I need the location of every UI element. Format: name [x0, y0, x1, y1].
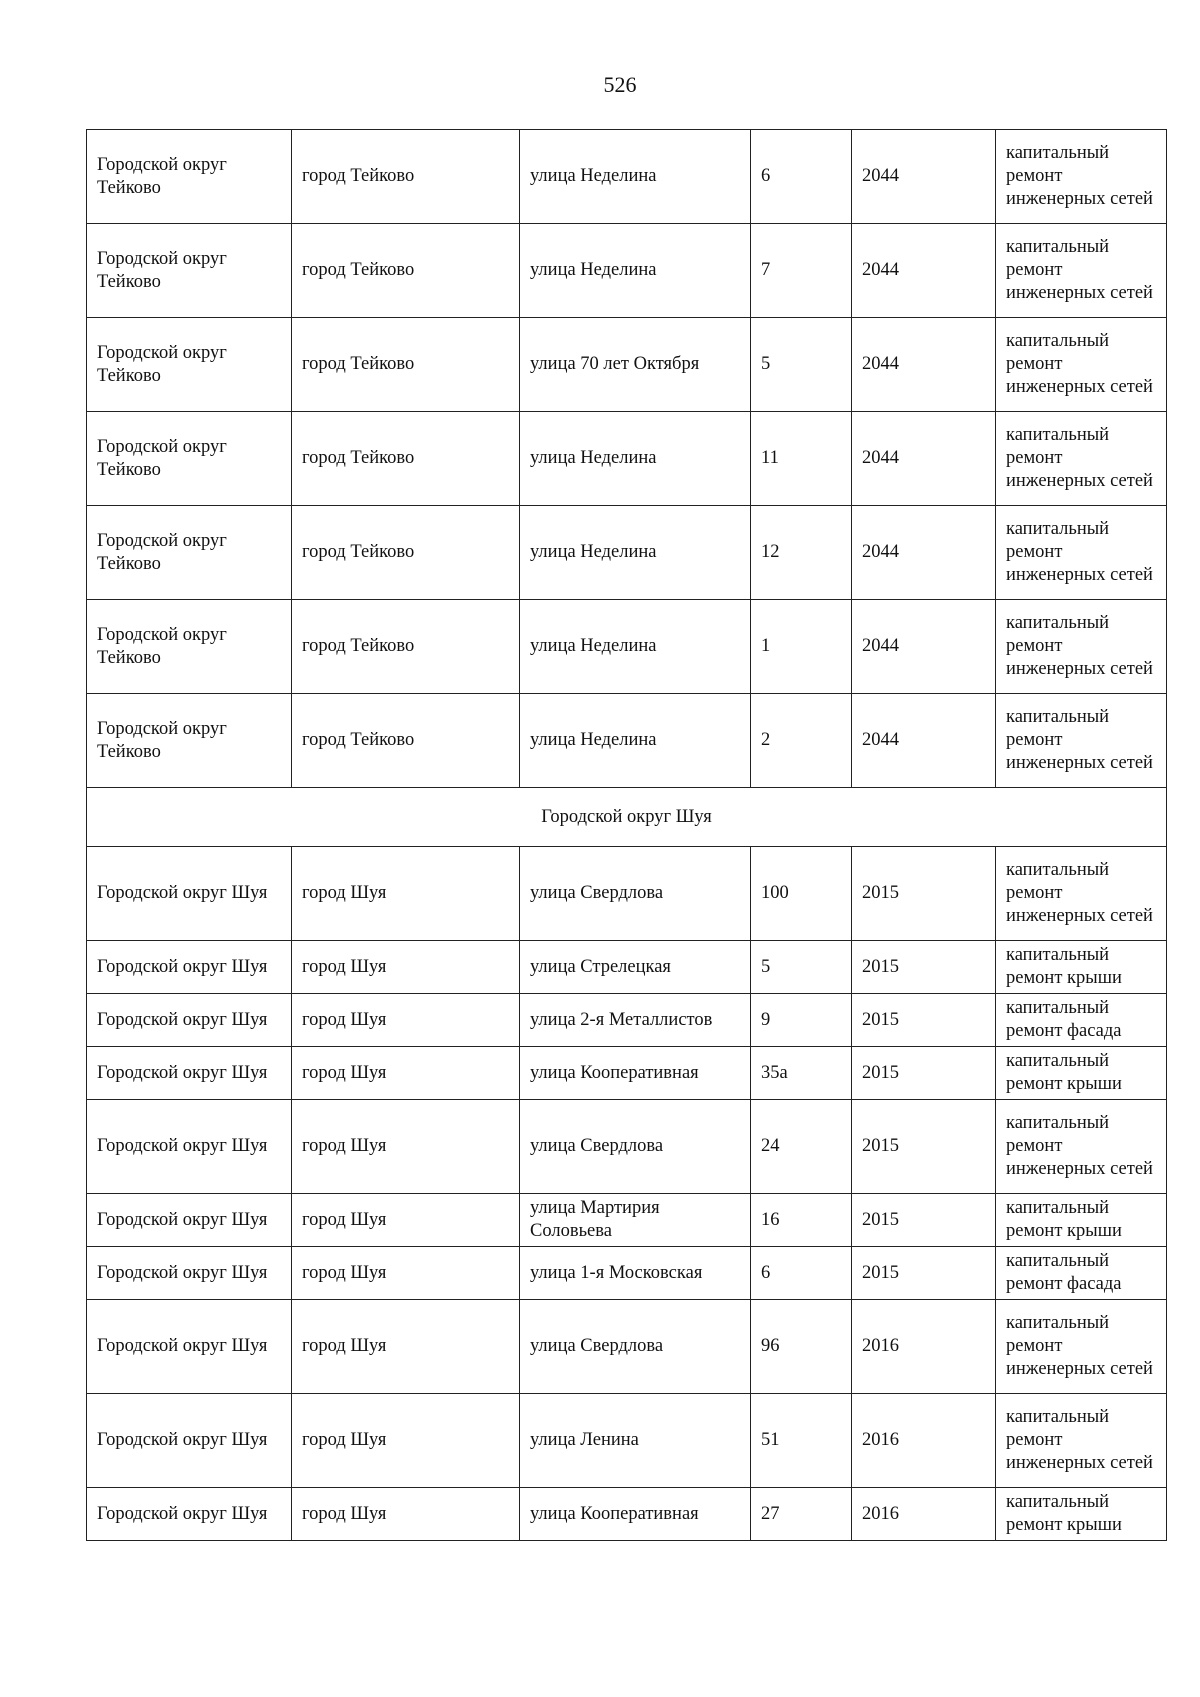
city-cell: город Шуя	[292, 1194, 520, 1247]
street-cell: улица Неделина	[520, 694, 751, 788]
street-cell: улица 2-я Металлистов	[520, 994, 751, 1047]
table-row	[87, 1047, 1167, 1100]
street-cell: улица Кооперативная	[520, 1047, 751, 1100]
work-type-cell: капитальный ремонт инженерных сетей	[996, 847, 1167, 941]
repair-schedule-table	[86, 129, 1167, 1541]
street-cell: улица Неделина	[520, 600, 751, 694]
street-cell: улица Стрелецкая	[520, 941, 751, 994]
house-number-cell: 1	[751, 600, 852, 694]
house-number-cell: 12	[751, 506, 852, 600]
work-type-cell: капитальный ремонт инженерных сетей	[996, 600, 1167, 694]
year-cell: 2044	[852, 224, 996, 318]
year-cell: 2015	[852, 994, 996, 1047]
year-cell: 2044	[852, 412, 996, 506]
year-cell: 2044	[852, 506, 996, 600]
year-cell: 2016	[852, 1394, 996, 1488]
work-type-cell: капитальный ремонт крыши	[996, 941, 1167, 994]
table-row	[87, 130, 1167, 224]
work-type-cell: капитальный ремонт инженерных сетей	[996, 224, 1167, 318]
city-cell: город Тейково	[292, 412, 520, 506]
table-row	[87, 600, 1167, 694]
city-cell: город Шуя	[292, 1394, 520, 1488]
house-number-cell: 5	[751, 318, 852, 412]
district-cell: Городской округ Тейково	[87, 600, 292, 694]
page-number: 526	[603, 72, 637, 97]
year-cell: 2016	[852, 1488, 996, 1541]
work-type-cell: капитальный ремонт инженерных сетей	[996, 1100, 1167, 1194]
year-cell: 2044	[852, 600, 996, 694]
table-row	[87, 506, 1167, 600]
district-cell: Городской округ Шуя	[87, 1047, 292, 1100]
street-cell: улица Ленина	[520, 1394, 751, 1488]
house-number-cell: 16	[751, 1194, 852, 1247]
district-cell: Городской округ Шуя	[87, 994, 292, 1047]
district-cell: Городской округ Шуя	[87, 1394, 292, 1488]
district-cell: Городской округ Шуя	[87, 1488, 292, 1541]
year-cell: 2015	[852, 941, 996, 994]
work-type-cell: капитальный ремонт фасада	[996, 994, 1167, 1047]
work-type-cell: капитальный ремонт инженерных сетей	[996, 1394, 1167, 1488]
year-cell: 2044	[852, 318, 996, 412]
house-number-cell: 100	[751, 847, 852, 941]
city-cell: город Шуя	[292, 1100, 520, 1194]
city-cell: город Тейково	[292, 224, 520, 318]
street-cell: улица Свердлова	[520, 847, 751, 941]
year-cell: 2015	[852, 1247, 996, 1300]
street-cell: улица 70 лет Октября	[520, 318, 751, 412]
district-cell: Городской округ Тейково	[87, 412, 292, 506]
house-number-cell: 24	[751, 1100, 852, 1194]
district-cell: Городской округ Тейково	[87, 130, 292, 224]
city-cell: город Шуя	[292, 941, 520, 994]
district-cell: Городской округ Тейково	[87, 506, 292, 600]
city-cell: город Шуя	[292, 847, 520, 941]
table-row	[87, 224, 1167, 318]
city-cell: город Тейково	[292, 694, 520, 788]
work-type-cell: капитальный ремонт крыши	[996, 1194, 1167, 1247]
street-cell: улица Неделина	[520, 130, 751, 224]
house-number-cell: 11	[751, 412, 852, 506]
section-title: Городской округ Шуя	[87, 788, 1167, 847]
table-row	[87, 847, 1167, 941]
table-row	[87, 318, 1167, 412]
city-cell: город Шуя	[292, 1047, 520, 1100]
district-cell: Городской округ Шуя	[87, 1300, 292, 1394]
year-cell: 2044	[852, 130, 996, 224]
house-number-cell: 2	[751, 694, 852, 788]
district-cell: Городской округ Шуя	[87, 941, 292, 994]
table-row	[87, 941, 1167, 994]
district-cell: Городской округ Шуя	[87, 1247, 292, 1300]
work-type-cell: капитальный ремонт инженерных сетей	[996, 412, 1167, 506]
work-type-cell: капитальный ремонт крыши	[996, 1047, 1167, 1100]
year-cell: 2016	[852, 1300, 996, 1394]
year-cell: 2015	[852, 847, 996, 941]
work-type-cell: капитальный ремонт инженерных сетей	[996, 506, 1167, 600]
table-row	[87, 1488, 1167, 1541]
work-type-cell: капитальный ремонт крыши	[996, 1488, 1167, 1541]
table-row	[87, 1100, 1167, 1194]
district-cell: Городской округ Шуя	[87, 1100, 292, 1194]
house-number-cell: 9	[751, 994, 852, 1047]
street-cell: улица Свердлова	[520, 1300, 751, 1394]
street-cell: улица Свердлова	[520, 1100, 751, 1194]
street-cell: улица Кооперативная	[520, 1488, 751, 1541]
work-type-cell: капитальный ремонт инженерных сетей	[996, 318, 1167, 412]
house-number-cell: 35а	[751, 1047, 852, 1100]
city-cell: город Тейково	[292, 130, 520, 224]
year-cell: 2044	[852, 694, 996, 788]
table-body	[87, 130, 1167, 1541]
city-cell: город Тейково	[292, 318, 520, 412]
street-cell: улица Мартирия Соловьева	[520, 1194, 751, 1247]
city-cell: город Шуя	[292, 1300, 520, 1394]
table-row	[87, 1394, 1167, 1488]
district-cell: Городской округ Шуя	[87, 1194, 292, 1247]
district-cell: Городской округ Тейково	[87, 318, 292, 412]
table-row	[87, 1247, 1167, 1300]
house-number-cell: 96	[751, 1300, 852, 1394]
table-row	[87, 412, 1167, 506]
district-cell: Городской округ Шуя	[87, 847, 292, 941]
house-number-cell: 7	[751, 224, 852, 318]
section-header-row	[87, 788, 1167, 847]
year-cell: 2015	[852, 1047, 996, 1100]
street-cell: улица 1-я Московская	[520, 1247, 751, 1300]
work-type-cell: капитальный ремонт инженерных сетей	[996, 694, 1167, 788]
year-cell: 2015	[852, 1194, 996, 1247]
house-number-cell: 6	[751, 130, 852, 224]
city-cell: город Шуя	[292, 1488, 520, 1541]
house-number-cell: 5	[751, 941, 852, 994]
city-cell: город Тейково	[292, 506, 520, 600]
table-row	[87, 1300, 1167, 1394]
work-type-cell: капитальный ремонт инженерных сетей	[996, 130, 1167, 224]
city-cell: город Шуя	[292, 1247, 520, 1300]
table-row	[87, 694, 1167, 788]
work-type-cell: капитальный ремонт инженерных сетей	[996, 1300, 1167, 1394]
house-number-cell: 51	[751, 1394, 852, 1488]
table-row	[87, 1194, 1167, 1247]
house-number-cell: 27	[751, 1488, 852, 1541]
street-cell: улица Неделина	[520, 224, 751, 318]
work-type-cell: капитальный ремонт фасада	[996, 1247, 1167, 1300]
street-cell: улица Неделина	[520, 506, 751, 600]
table-row	[87, 994, 1167, 1047]
district-cell: Городской округ Тейково	[87, 224, 292, 318]
house-number-cell: 6	[751, 1247, 852, 1300]
year-cell: 2015	[852, 1100, 996, 1194]
city-cell: город Шуя	[292, 994, 520, 1047]
street-cell: улица Неделина	[520, 412, 751, 506]
district-cell: Городской округ Тейково	[87, 694, 292, 788]
city-cell: город Тейково	[292, 600, 520, 694]
